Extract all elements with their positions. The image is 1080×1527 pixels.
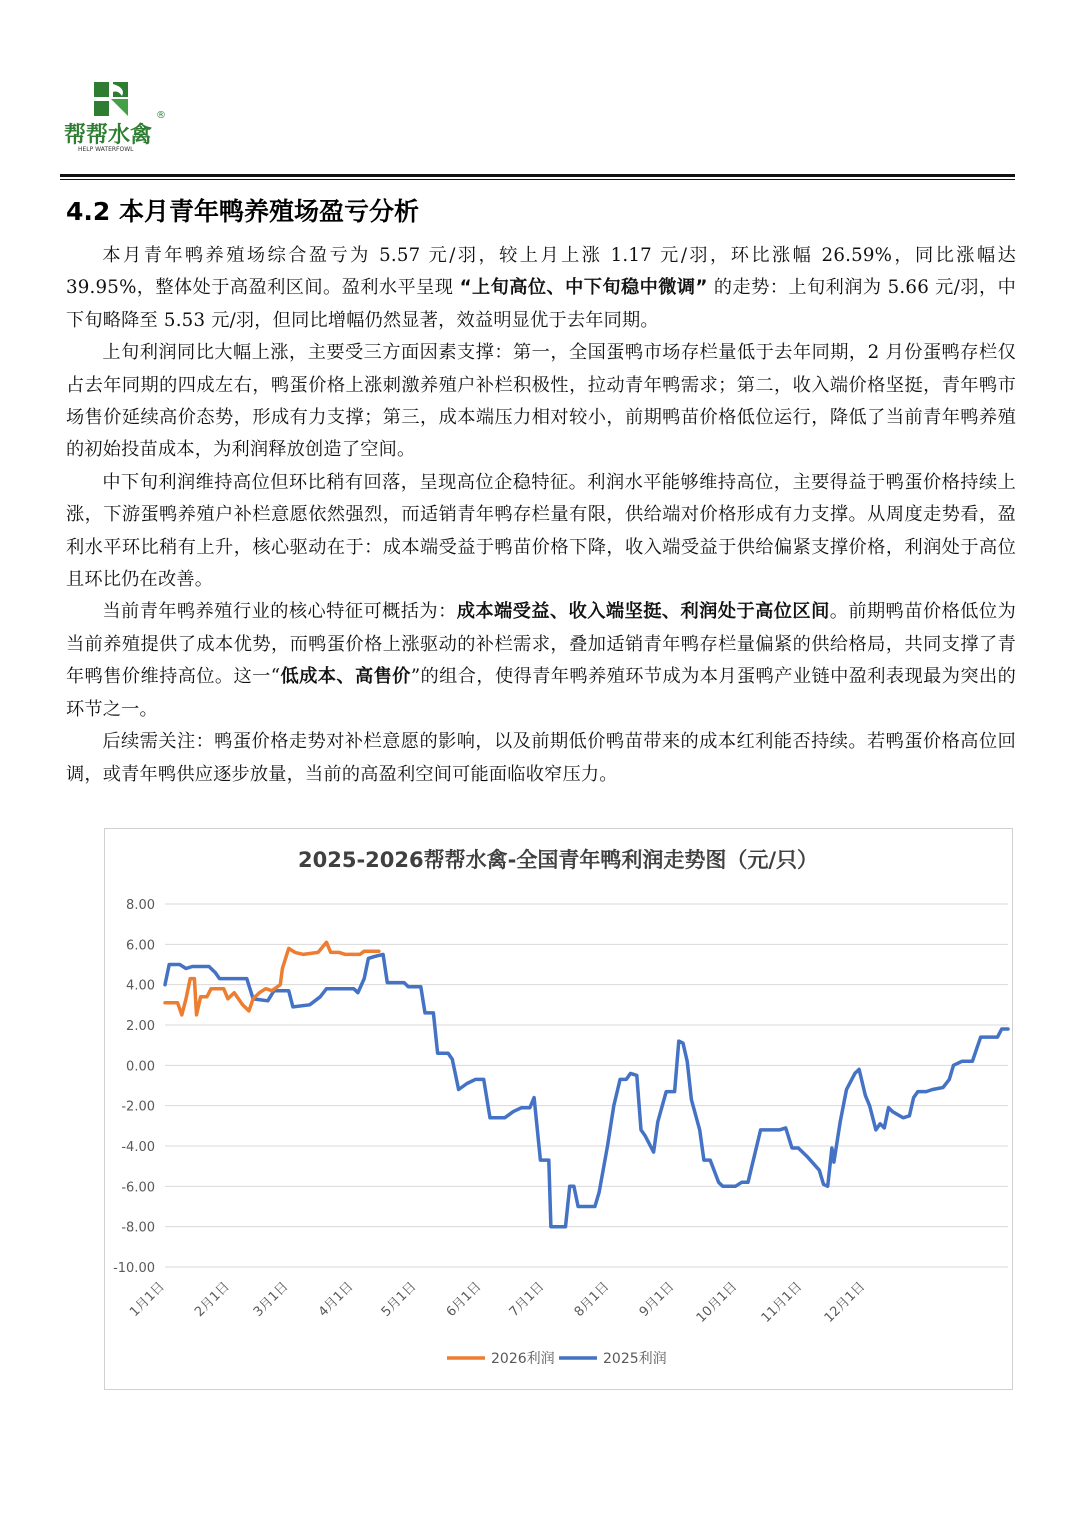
header-divider — [60, 174, 1015, 177]
y-tick-label: -6.00 — [121, 1180, 155, 1196]
y-tick-label: -10.00 — [113, 1261, 155, 1276]
x-tick-label: 3月1日 — [250, 1279, 292, 1320]
y-tick-label: 6.00 — [126, 938, 155, 954]
paragraph-4-text-c: 。前期鸭苗价格低位为当前养殖提供了成本优势，而鸭蛋价格上涨驱动的补栏需求，叠加适销青年鸭存栏量偏紧的供给格局，共同支撑了青年鸭售价维持高位。这一“ — [66, 601, 1016, 688]
y-tick-label: 2.00 — [126, 1019, 155, 1034]
logo-english-name: HELP WATERFOWL — [78, 146, 134, 153]
chart-title: 2025-2026帮帮水禽-全国青年鸭利润走势图（元/只） — [298, 848, 818, 872]
header-divider-thin — [60, 179, 1015, 180]
x-tick-label: 2月1日 — [192, 1279, 233, 1320]
paragraph-2: 上旬利润同比大幅上涨，主要受三方面因素支撑：第一，全国蛋鸭市场存栏量低于去年同期，2 月份蛋鸭存栏仅占去年同期的四成左右，鸭蛋价格上涨刺激养殖户补栏积极性，拉动青年鸭需求；第二，收入端价格坚挺，青年鸭市场售价延续高价态势，形成有力支撑；第三，成本端压力相对较小，前期鸭苗价格低位运行，降低了当前青年鸭养殖的初始投苗成本，为利润释放创造了空间。 — [66, 342, 1016, 461]
profit-trend-chart — [104, 828, 1013, 1390]
y-tick-label: 8.00 — [126, 898, 155, 913]
x-tick-label: 10月1日 — [693, 1279, 741, 1326]
brand-logo — [60, 80, 170, 160]
chart-canvas — [105, 829, 1012, 1389]
legend-label-2025: 2025利润 — [603, 1351, 667, 1367]
x-tick-label: 9月1日 — [636, 1279, 678, 1320]
paragraph-4 — [66, 596, 1016, 726]
logo-name: 帮帮水禽 — [64, 123, 153, 148]
paragraph-1 — [66, 240, 1016, 337]
x-tick-label: 11月1日 — [758, 1279, 806, 1326]
paragraph-4-text-a: 当前青年鸭养殖行业的核心特征可概括为： — [102, 601, 457, 623]
x-tick-label: 7月1日 — [506, 1279, 548, 1320]
y-tick-label: -2.00 — [121, 1099, 155, 1115]
section-title: 4.2 本月青年鸭养殖场盈亏分析 — [66, 197, 419, 226]
x-tick-label: 6月1日 — [443, 1279, 485, 1320]
paragraph-4-emphasis-1: 成本端受益、收入端坚挺、利润处于高位区间 — [456, 601, 830, 623]
x-tick-label: 5月1日 — [378, 1279, 420, 1320]
logo-registered-mark: ® — [156, 110, 166, 121]
paragraph-3: 中下旬利润维持高位但环比稍有回落，呈现高位企稳特征。利润水平能够维持高位，主要得益于鸭蛋价格持续上涨，下游蛋鸭养殖户补栏意愿依然强烈，而适销青年鸭存栏量有限，供给端对价格形成有力支撑。从周度走势看，盈利水平环比稍有上升，核心驱动在于：成本端受益于鸭苗价格下降，收入端受益于供给偏紧支撑价格，利润处于高位且环比仍在改善。 — [66, 471, 1016, 591]
series-line-2026 — [165, 942, 379, 1015]
paragraph-1-emphasis: “上旬高位、中下旬稳中微调” — [459, 277, 708, 299]
y-tick-label: 4.00 — [126, 978, 155, 994]
y-tick-label: -8.00 — [121, 1220, 155, 1236]
x-tick-label: 4月1日 — [315, 1279, 357, 1320]
paragraph-1-text-a: 本月青年鸭养殖场综合盈亏为 5.57 元/羽，较上月上涨 1.17 元/羽，环比涨幅 26.59%，同比涨幅达 39.95%，整体处于高盈利区间。盈利水平呈现 — [66, 245, 1016, 299]
x-tick-label: 8月1日 — [571, 1279, 613, 1320]
y-tick-label: 0.00 — [126, 1059, 155, 1075]
y-tick-label: -4.00 — [121, 1140, 155, 1155]
paragraph-4-emphasis-2: 低成本、高售价 — [280, 666, 411, 688]
x-tick-label: 1月1日 — [127, 1279, 168, 1320]
x-tick-label: 12月1日 — [821, 1279, 869, 1326]
legend-label-2026: 2026利润 — [491, 1351, 555, 1367]
paragraph-1-text-c: 的走势：上旬利润为 5.66 元/羽，中下旬略降至 5.53 元/羽，但同比增幅仍然显著，效益明显优于去年同期。 — [66, 277, 1016, 331]
paragraph-4-text-e: ”的组合，使得青年鸭养殖环节成为本月蛋鸭产业链中盈利表现最为突出的环节之一。 — [66, 666, 1016, 720]
logo-leaf-icon — [92, 80, 130, 118]
paragraph-5: 后续需关注：鸭蛋价格走势对补栏意愿的影响，以及前期低价鸭苗带来的成本红利能否持续。若鸭蛋价格高位回调，或青年鸭供应逐步放量，当前的高盈利空间可能面临收窄压力。 — [66, 731, 1016, 785]
body-text — [66, 240, 1016, 791]
